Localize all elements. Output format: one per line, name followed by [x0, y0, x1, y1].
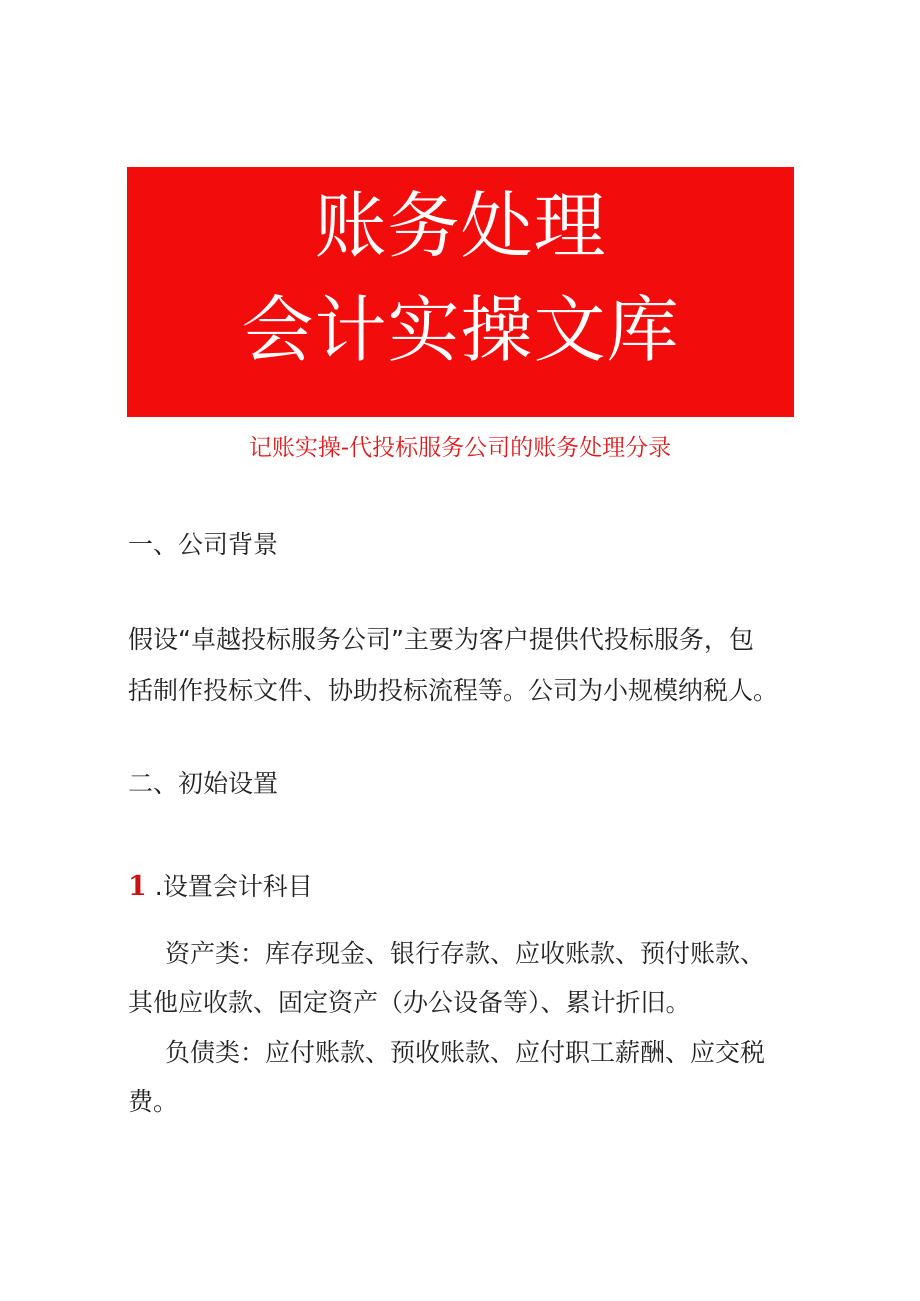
subsection-heading-accounts [128, 869, 313, 905]
liabilities-line-2: 费。 [128, 1087, 179, 1116]
title-banner [127, 167, 794, 417]
section-heading-initial-setup: 二、初始设置 [128, 769, 279, 798]
background-paragraph-line-2: 括制作投标文件、协助投标流程等。公司为小规模纳税人。 [128, 676, 779, 705]
assets-line-2: 其他应收款、固定资产（办公设备等）、累计折旧。 [128, 988, 691, 1017]
banner-title-line-2: 会计实操文库 [241, 288, 680, 372]
assets-line-1: 资产类：库存现金、银行存款、应收账款、预付账款、 [165, 939, 766, 968]
subsection-number: 1 [128, 871, 147, 902]
section-heading-background: 一、公司背景 [128, 530, 279, 559]
background-paragraph-line-1: 假设“卓越投标服务公司”主要为客户提供代投标服务，包 [128, 625, 754, 654]
document-subtitle: 记账实操-代投标服务公司的账务处理分录 [248, 435, 672, 461]
banner-title-line-1: 账务处理 [314, 184, 607, 268]
subsection-title: .设置会计科目 [154, 872, 313, 901]
liabilities-line-1: 负债类：应付账款、预收账款、应付职工薪酬、应交税 [165, 1038, 766, 1067]
